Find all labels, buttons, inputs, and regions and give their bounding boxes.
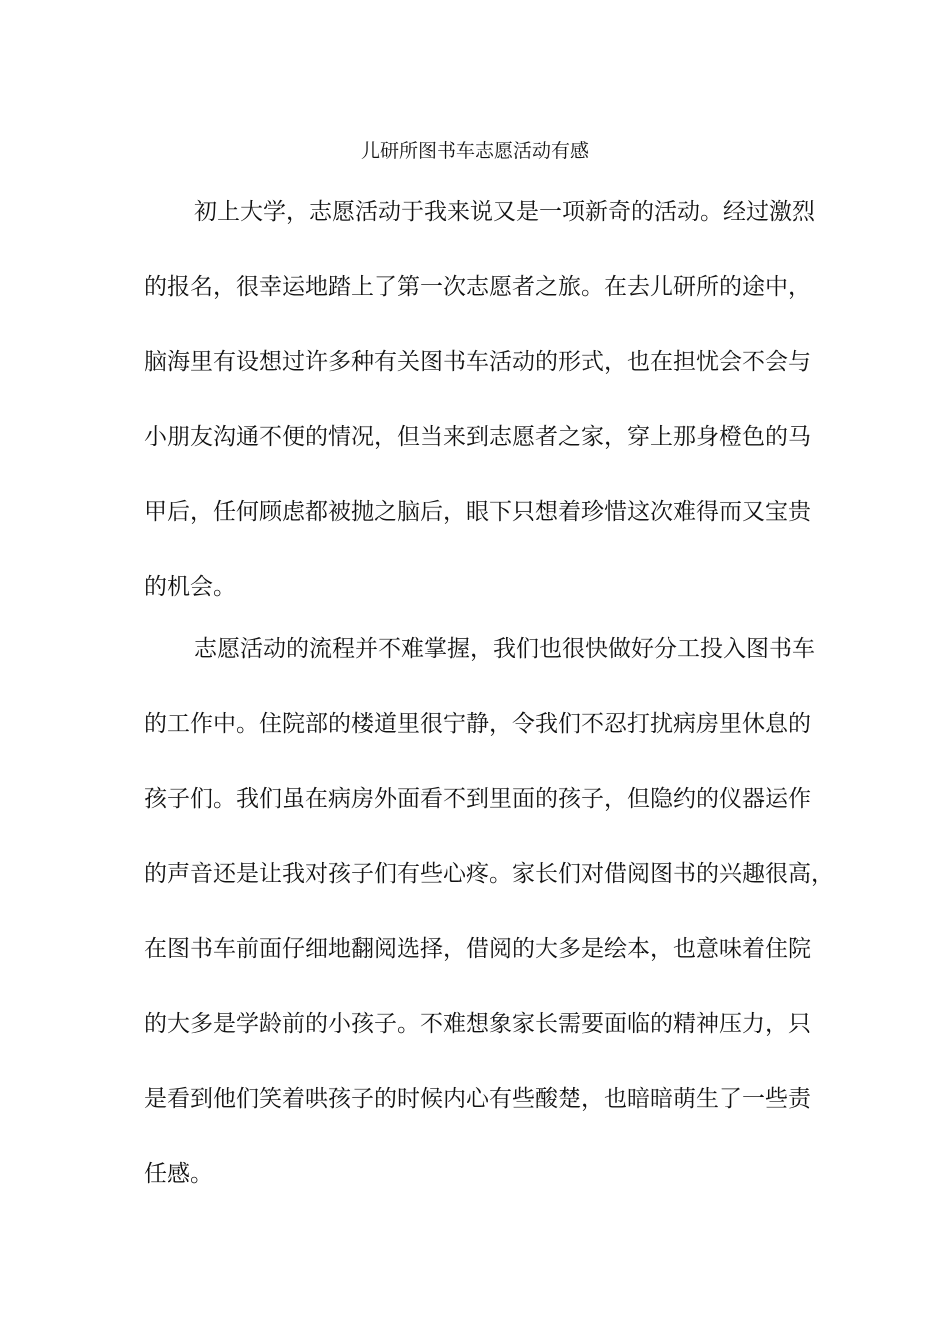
paragraph-1-line-3: 脑海里有设想过许多种有关图书车活动的形式，也在担忧会不会与	[144, 349, 811, 375]
paragraph-1-line-5: 甲后，任何顾虑都被抛之脑后，眼下只想着珍惜这次难得而又宝贵	[144, 499, 811, 525]
document-title: 儿研所图书车志愿活动有感	[360, 140, 589, 162]
paragraph-2-line-8: 任感。	[144, 1161, 213, 1187]
paragraph-1-line-1: 初上大学，志愿活动于我来说又是一项新奇的活动。经过激烈	[194, 199, 815, 225]
paragraph-2-line-3: 孩子们。我们虽在病房外面看不到里面的孩子，但隐约的仪器运作	[144, 786, 811, 812]
paragraph-2-line-7: 是看到他们笑着哄孩子的时候内心有些酸楚，也暗暗萌生了一些责	[144, 1086, 811, 1112]
paragraph-2-line-1: 志愿活动的流程并不难掌握，我们也很快做好分工投入图书车	[194, 636, 815, 662]
paragraph-2-line-5: 在图书车前面仔细地翻阅选择，借阅的大多是绘本，也意味着住院	[144, 936, 811, 962]
paragraph-2-line-2: 的工作中。住院部的楼道里很宁静，令我们不忍打扰病房里休息的	[144, 711, 811, 737]
paragraph-2-line-4: 的声音还是让我对孩子们有些心疼。家长们对借阅图书的兴趣很高，	[144, 861, 834, 887]
paragraph-2-line-6: 的大多是学龄前的小孩子。不难想象家长需要面临的精神压力，只	[144, 1011, 811, 1037]
paragraph-1-line-4: 小朋友沟通不便的情况，但当来到志愿者之家，穿上那身橙色的马	[144, 424, 811, 450]
paragraph-1-line-6: 的机会。	[144, 574, 236, 600]
paragraph-1-line-2: 的报名，很幸运地踏上了第一次志愿者之旅。在去儿研所的途中，	[144, 274, 811, 300]
